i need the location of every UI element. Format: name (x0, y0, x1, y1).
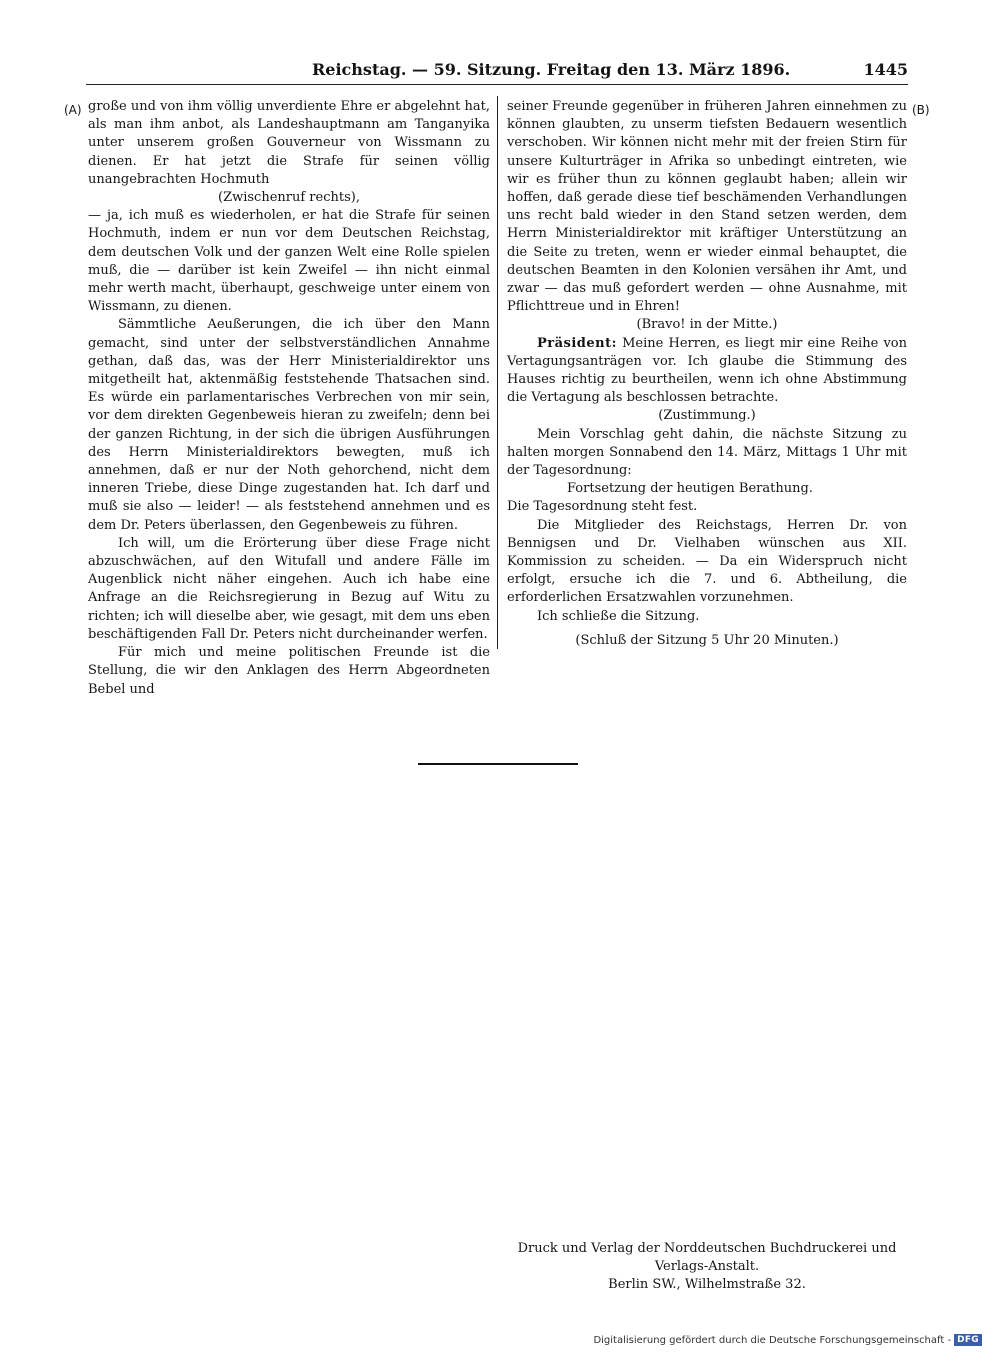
page-header (286, 60, 908, 84)
imprint (507, 1240, 907, 1294)
imprint-line: Berlin SW., Wilhelmstraße 32. (608, 1277, 806, 1292)
left-column (88, 98, 490, 699)
interjection: (Zwischenruf rechts), (218, 190, 360, 206)
paragraph: Die Tagesordnung steht fest. (507, 499, 698, 515)
running-title: Reichstag. — 59. Sitzung. Freitag den 13. März 1896. (312, 60, 791, 79)
digitization-footer (593, 1334, 982, 1346)
paragraph: Ich schließe die Sitzung. (537, 608, 700, 624)
footer-text: Digitalisierung gefördert durch die Deutsche Forschungsgemeinschaft - (593, 1334, 952, 1346)
dfg-logo-icon: DFG (954, 1334, 982, 1346)
assent-note: (Zustimmung.) (658, 408, 756, 424)
paragraph: — ja, ich muß es wiederholen, er hat die Strafe für seinen Hochmuth, indem er nun vor dem Deutschen Reichstag, dem deutschen Volk und der ganzen Welt eine Rolle spielen muß, die — darüber ist kein Zweifel — ihn nicht einmal mehr werth macht, überhaupt, geschweige unter einem von Wissmann, zu dienen. (88, 208, 490, 315)
paragraph: Für mich und meine politischen Freunde ist die Stellung, die wir den Anklagen des Herrn Abgeordneten Bebel und (88, 645, 490, 697)
president-statement (507, 335, 907, 408)
header-rule (86, 84, 908, 85)
paragraph: Ich will, um die Erörterung über diese Frage nicht abzuschwächen, auf den Witufall und andere Fälle im Augenblick nicht näher eingehen. Auch ich habe eine Anfrage an die Reichsregierung in Bezug auf Witu zu richten; ich will dieselbe aber, wie gesagt, mit dem uns eben beschäftigenden Fall Dr. Peters nicht durcheinander werfen. (88, 535, 490, 642)
right-column (507, 98, 907, 650)
closing-rule (418, 763, 578, 765)
paragraph: Mein Vorschlag geht dahin, die nächste Sitzung zu halten morgen Sonnabend den 14. März, Mittags 1 Uhr mit der Tagesordnung: (507, 426, 907, 479)
applause-note: (Bravo! in der Mitte.) (636, 317, 778, 333)
paragraph: Die Mitglieder des Reichstags, Herren Dr. von Bennigsen und Dr. Vielhaben wünschen aus XII. Kommission zu scheiden. — Da ein Widerspruch nicht erfolgt, ersuche ich die 7. und 6. Abtheilung, die erforderlichen Ersatzwahlen vorzunehmen. (507, 517, 907, 606)
statement-text: Meine Herren, es liegt mir eine Reihe von Vertagungsanträgen vor. Ich glaube die Stimmung des Hauses richtig zu beurtheilen, wenn ich ohne Abstimmung die Vertagung als beschlossen betrachte. (507, 335, 907, 406)
agenda-item: Fortsetzung der heutigen Berathung. (567, 481, 813, 497)
session-closing: (Schluß der Sitzung 5 Uhr 20 Minuten.) (575, 632, 839, 648)
margin-marker-a: (A) (64, 103, 82, 117)
imprint-line: Druck und Verlag der Norddeutschen Buchdruckerei und Verlags-Anstalt. (517, 1241, 897, 1274)
speaker-label: Präsident: (537, 335, 617, 351)
margin-marker-b: (B) (912, 103, 930, 117)
paragraph: große und von ihm völlig unverdiente Ehre er abgelehnt hat, als man ihm anbot, als Landeshauptmann am Tanganyika unter unserem großen Gouverneur von Wissmann zu dienen. Er hat jetzt die Strafe für seinen völlig unangebrachten Hochmuth (88, 99, 490, 187)
paragraph: Sämmtliche Aeußerungen, die ich über den Mann gemacht, sind unter der selbstverständlichen Annahme gethan, daß das, was der Herr Ministerialdirektor uns mitgetheilt hat, aktenmäßig feststehende Thatsachen sind. Es würde ein parlamentarisches Verbrechen von mir sein, vor dem direkten Gegenbeweis hieran zu zweifeln; denn bei der ganzen Richtung, in der sich die übrigen Ausführungen des Herrn Ministerialdirektors bewegten, muß ich annehmen, daß er nur der Noth gehorchend, nicht dem inneren Triebe, diese Dinge zugestanden hat. Ich darf und muß sie also — leider! — als feststehend annehmen und es dem Dr. Peters überlassen, den Gegenbeweis zu führen. (88, 317, 490, 533)
column-divider (497, 96, 498, 649)
page-number: 1445 (863, 60, 908, 79)
paragraph: seiner Freunde gegenüber in früheren Jahren einnehmen zu können glaubten, zu unserm tiefsten Bedauern wesentlich verschoben. Wir können nicht mehr mit der freien Stirn für unsere Kulturträger in Afrika so unbedingt eintreten, wie wir es früher thun zu können geglaubt haben; allein wir hoffen, daß gerade diese tief beschämenden Verhandlungen uns recht bald wieder in den Stand setzen werden, dem Herrn Ministerialdirektor mit kräftiger Unterstützung an die Seite zu treten, wenn er wieder einmal behauptet, die deutschen Beamten in den Kolonien versähen ihr Amt, und zwar — das muß gefordert werden — ohne Ausnahme, mit Pflichttreue und in Ehren! (507, 99, 907, 315)
